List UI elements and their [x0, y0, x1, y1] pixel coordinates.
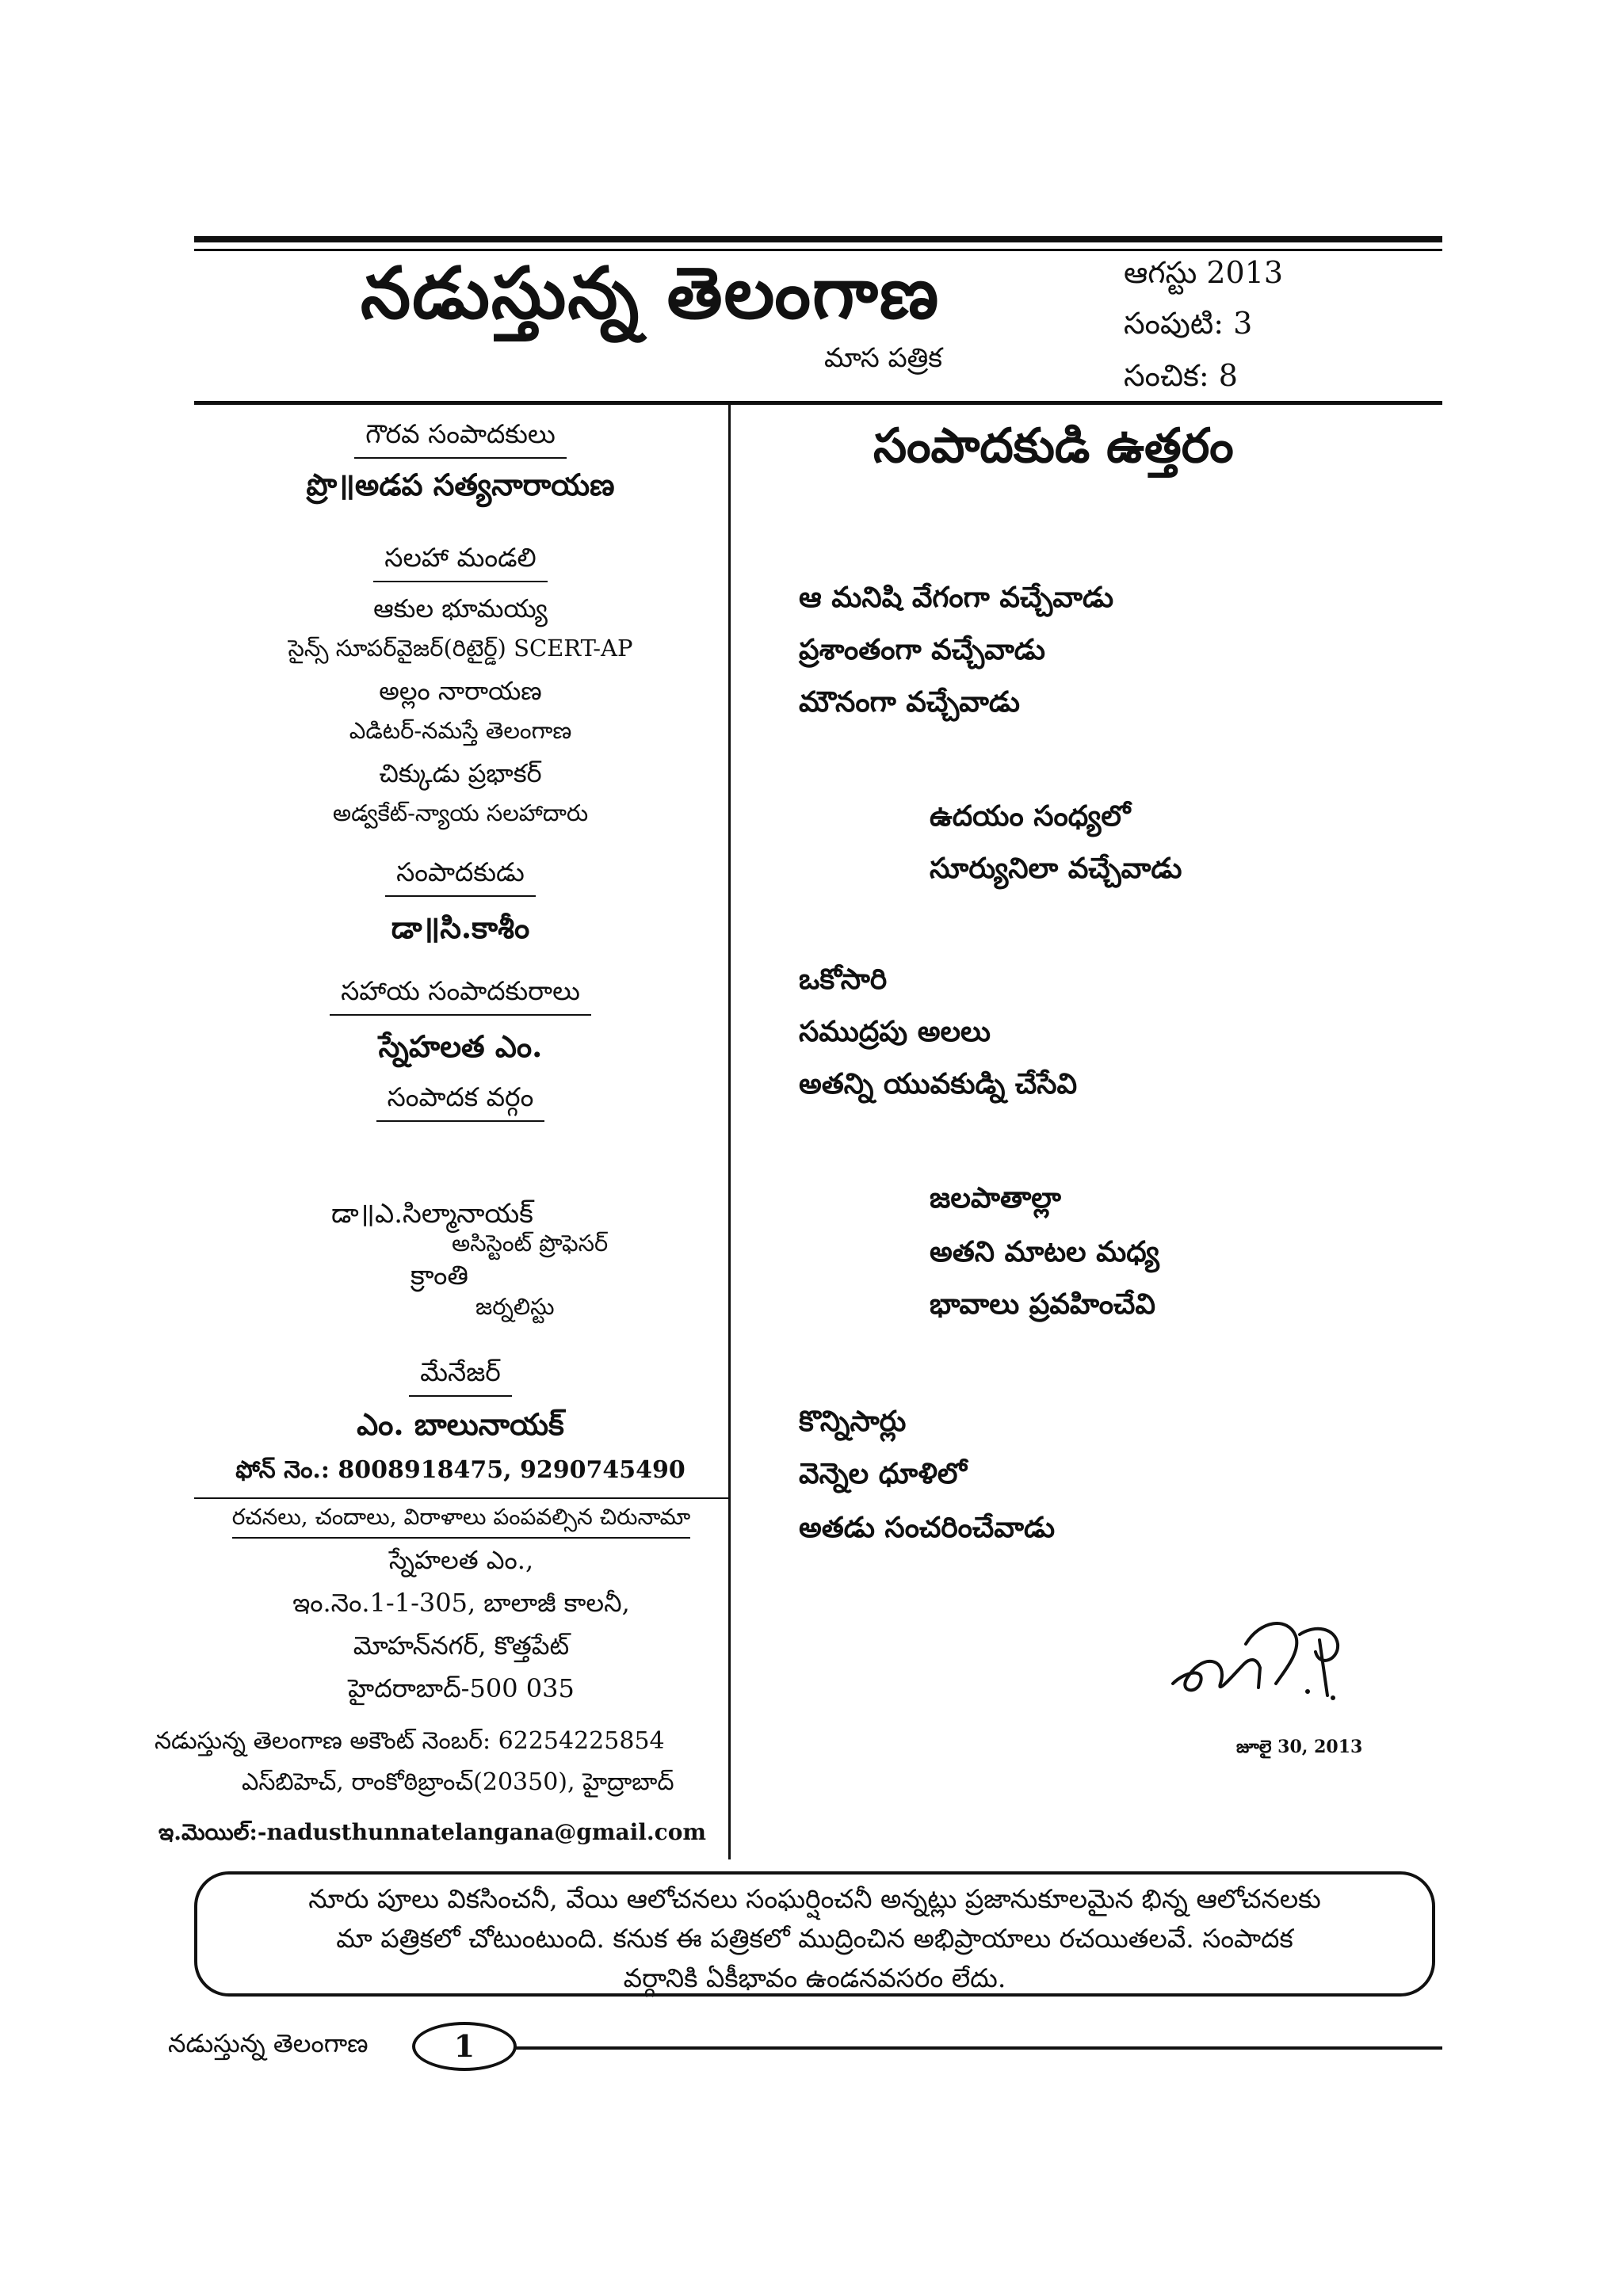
issue-volume: సంపుటి: 3 [1124, 306, 1253, 341]
footer-magazine-name: నడుస్తున్న తెలంగాణ [168, 2028, 369, 2058]
address-top-rule [194, 1497, 728, 1499]
issue-number: సంచిక: 8 [1124, 358, 1238, 393]
editor-name: డా॥సి.కాశీం [391, 910, 530, 945]
advisory-member: అల్లం నారాయణ [379, 676, 542, 706]
left-column [194, 412, 727, 1122]
manager-heading: మేనేజర్ [409, 1356, 512, 1397]
advisory-member-role: ఎడిటర్-నమస్తే తెలంగాణ [349, 717, 572, 744]
address-heading: రచనలు, చందాలు, విరాళాలు పంపవల్సిన చిరునామా [232, 1504, 691, 1539]
poem-line: అతడు సంచరించేవాడు [799, 1512, 1056, 1544]
poem-line: భావాలు ప్రవహించేవి [930, 1288, 1155, 1321]
poem-line: అతన్ని యువకుడ్ని చేసేవి [799, 1068, 1078, 1100]
poem-line: కొన్నిసార్లు [799, 1405, 907, 1438]
honorary-editors-heading: గౌరవ సంపాదకులు [354, 418, 567, 459]
board-member-name: డా॥ఎ.సిల్మానాయక్ [331, 1198, 533, 1230]
phone-numbers: ఫోన్ నెం.: 8008918475, 9290745490 [235, 1456, 685, 1484]
address-line: హైదరాబాద్-500 035 [348, 1673, 575, 1703]
editorial-board-heading: సంపాదక వర్గం [376, 1081, 545, 1122]
poem-line: సూర్యునిలా వచ్చేవాడు [930, 852, 1182, 885]
board-member-role: అసిస్టెంట్ ప్రొఫెసర్ [452, 1230, 609, 1257]
advisory-member-role: అడ్వకేట్-న్యాయ సలహాదారు [332, 799, 589, 826]
bank-details: ఎస్‌బిహెచ్, రాంకోఠిబ్రాంచ్(20350), హైద్రాబాద్ [242, 1768, 674, 1796]
page-number: 1 [453, 2028, 475, 2064]
page-number-oval [412, 2022, 517, 2071]
associate-editor-heading: సహాయ సంపాదకురాలు [330, 975, 591, 1016]
advisory-member-role: సైన్స్ సూపర్‌వైజర్(రిటైర్డ్) SCERT-AP [288, 635, 633, 662]
editorial-heading: సంపాదకుడి ఉత్తరం [873, 418, 1234, 474]
magazine-title: నడుస్తున్న తెలంగాణ [361, 252, 941, 335]
address-line: స్నేహలత ఎం., [388, 1545, 534, 1575]
advisory-board-heading: సలహా మండలి [373, 542, 547, 582]
address-line: ఇం.నెం.1-1-305, బాలాజీ కాలనీ, [292, 1588, 630, 1618]
poem-line: మౌనంగా వచ్చేవాడు [799, 686, 1021, 719]
associate-editor-name: స్నేహలత ఎం. [378, 1028, 543, 1064]
disclaimer-line: మా పత్రికలో చోటుంటుంది. కనుక ఈ పత్రికలో ముద్రించిన అభిప్రాయాలు రచయితలవే. సంపాదక [336, 1923, 1293, 1954]
footer-rule [507, 2046, 1442, 2050]
poem-line: ఆ మనిషి వేగంగా వచ్చేవాడు [799, 582, 1114, 614]
address-block [186, 1504, 736, 1710]
manager-name: ఎం. బాలునాయక్ [357, 1406, 564, 1442]
poem-line: వెన్నెల ధూళిలో [799, 1458, 967, 1490]
email-address: ఇ.మెయిల్:-nadusthunnatelangana@gmail.com [158, 1819, 707, 1845]
top-rule-thick [194, 236, 1442, 242]
editor-signature [1157, 1596, 1363, 1715]
disclaimer-line: నూరు పూలు వికసించనీ, వేయి ఆలోచనలు సంఘర్షించనీ అన్నట్లు ప్రజానుకూలమైన భిన్న ఆలోచనలకు [308, 1883, 1321, 1914]
honorary-editor-name: ప్రొ॥అడప సత్యనారాయణ [306, 467, 615, 502]
manager-block [194, 1356, 727, 1489]
letter-date: జూలై 30, 2013 [1236, 1737, 1363, 1757]
magazine-subtitle: మాస పత్రిక [824, 342, 943, 374]
poem-line: జలపాతాల్లా [930, 1182, 1061, 1215]
account-number: నడుస్తున్న తెలంగాణ అకౌంట్ నెంబర్: 62254225854 [155, 1727, 665, 1755]
disclaimer-line: వర్గానికి ఏకీభావం ఉండనవసరం లేదు. [623, 1962, 1006, 1993]
issue-month: ఆగస్టు 2013 [1124, 255, 1284, 290]
poem-line: అతని మాటల మధ్య [930, 1236, 1159, 1268]
board-member-role: జర్నలిస్టు [475, 1293, 555, 1320]
advisory-member: ఆకుల భూమయ్య [373, 593, 548, 624]
editor-heading: సంపాదకుడు [385, 856, 536, 897]
masthead-bottom-rule [194, 401, 1442, 405]
address-line: మోహన్‌నగర్, కొత్తపేట్ [353, 1630, 570, 1661]
disclaimer-box [194, 1871, 1435, 1997]
poem-line: ఉదయం సంధ్యలో [930, 800, 1131, 833]
top-rule-thin [194, 249, 1442, 251]
board-member-name: క్రాంతి [411, 1260, 468, 1291]
poem-line: ఒకోసారి [799, 963, 888, 996]
advisory-member: చిక్కుడు ప్రభాకర్ [379, 758, 542, 788]
poem-line: సముద్రపు అలలు [799, 1016, 991, 1048]
poem-line: ప్రశాంతంగా వచ్చేవాడు [799, 634, 1045, 666]
